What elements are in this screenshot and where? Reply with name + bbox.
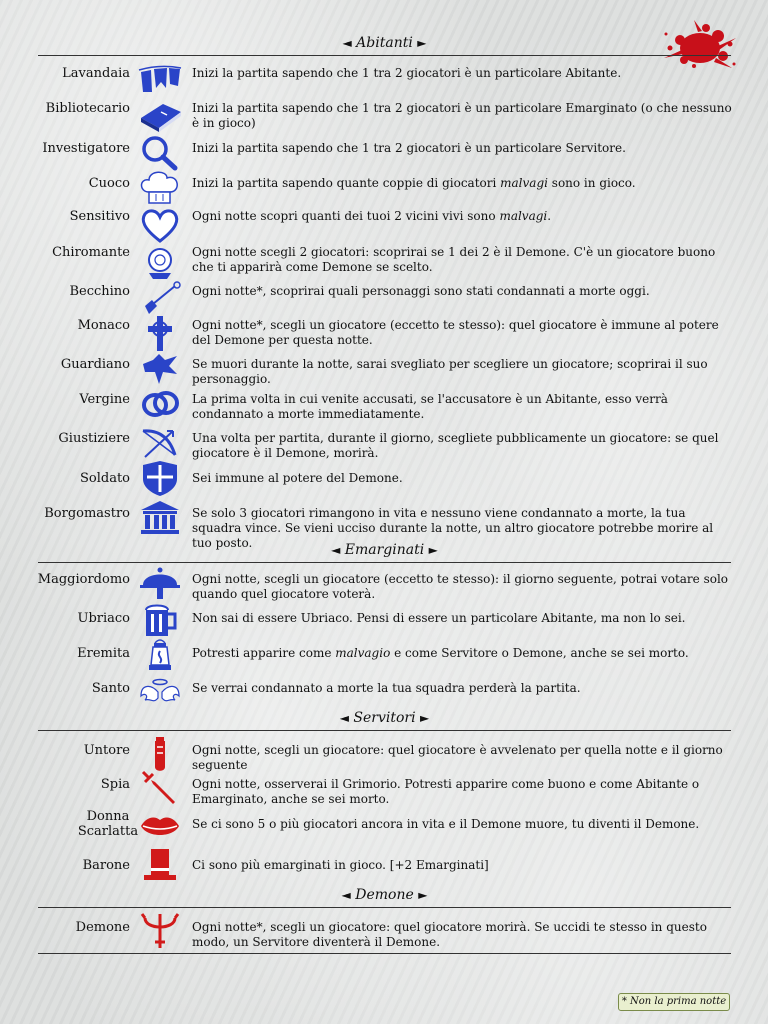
footnote-badge: * Non la prima notte (618, 993, 730, 1011)
role-description: Inizi la partita sapendo che 1 tra 2 giocatori è un particolare Servitore. (192, 141, 626, 155)
section-header (38, 541, 731, 563)
section-rule (38, 730, 731, 731)
heart-icon (137, 206, 183, 244)
trident-icon (137, 912, 183, 950)
role-name: Guardiano (60, 357, 130, 372)
role-description: Se muori durante la notte, sarai svegliato per scegliere un giocatore; scoprirai il suo personaggio. (192, 357, 708, 386)
arrow-left-icon: ◄ (342, 36, 352, 50)
role-name: Spia (100, 777, 130, 792)
rings-icon (137, 385, 183, 423)
role-description: Ogni notte scegli 2 giocatori: scoprirai se 1 dei 2 è il Demone. C'è un giocatore buono che ti apparirà come Demone se scelto. (192, 245, 716, 274)
role-name: Sensitivo (69, 209, 130, 224)
section-header (38, 709, 731, 731)
role-description: Se ci sono 5 o più giocatori ancora in vita e il Demone muore, tu diventi il Demone. (192, 817, 700, 831)
magnifier-icon (137, 133, 183, 171)
role-name: Ubriaco (77, 611, 130, 626)
section-title (38, 709, 731, 727)
role-name: Lavandaia (62, 66, 130, 81)
section-title (38, 34, 731, 52)
chef-hat-icon (137, 168, 183, 206)
role-description: Ogni notte, scegli un giocatore: quel giocatore è avvelenato per quella notte e il giorno seguente (192, 743, 723, 772)
role-description: Ogni notte*, scegli un giocatore: quel giocatore morirà. Se uccidi te stesso in questo modo, un Servitore diventerà il Demone. (192, 920, 707, 949)
section-title-text: Demone (355, 887, 414, 903)
role-name: Eremita (77, 646, 130, 661)
crossbow-icon (137, 423, 183, 461)
lips-icon (137, 808, 183, 846)
role-description: Inizi la partita sapendo che 1 tra 2 giocatori è un particolare Emarginato (o che nessuno è in gioco) (192, 101, 732, 130)
role-description: Ogni notte, scegli un giocatore (eccetto te stesso): il giorno seguente, potrai votare solo quando quel giocatore voterà. (192, 572, 729, 601)
arrow-right-icon: ► (420, 711, 430, 725)
lantern-icon (137, 637, 183, 675)
poison-vial-icon (137, 735, 183, 773)
beer-mug-icon (137, 600, 183, 638)
role-name: Donna Scarlatta (77, 809, 139, 839)
raven-icon (137, 350, 183, 388)
role-name: Investigatore (42, 141, 130, 156)
celtic-cross-icon (137, 314, 183, 352)
role-name: Demone (75, 920, 130, 935)
section-title (38, 541, 731, 559)
role-name: Maggiordomo (37, 572, 130, 587)
role-name: Cuoco (88, 176, 130, 191)
section-title (38, 886, 731, 904)
section-title-text: Abitanti (356, 35, 413, 51)
section-header (38, 886, 731, 908)
role-name: Santo (91, 681, 130, 696)
shield-icon (137, 459, 183, 497)
role-description: Inizi la partita sapendo quante coppie di giocatori malvagi sono in gioco. (192, 176, 636, 190)
role-name: Monaco (77, 318, 130, 333)
role-description: Sei immune al potere del Demone. (192, 471, 403, 485)
role-description: Ogni notte scopri quanti dei tuoi 2 vicini vivi sono malvagi. (192, 209, 552, 223)
role-name: Borgomastro (44, 506, 130, 521)
role-name: Vergine (79, 392, 130, 407)
book-icon (137, 96, 183, 134)
arrow-right-icon: ► (418, 888, 428, 902)
role-name: Chiromante (52, 245, 130, 260)
role-description: Ogni notte*, scoprirai quali personaggi sono stati condannati a morte oggi. (192, 284, 650, 298)
town-hall-icon (137, 498, 183, 536)
role-description: Potresti apparire come malvagio e come Servitore o Demone, anche se sei morto. (192, 646, 689, 660)
section-rule (38, 55, 731, 56)
role-name: Becchino (69, 284, 130, 299)
section-title-text: Servitori (353, 710, 416, 726)
laundry-icon (137, 58, 183, 96)
role-description: La prima volta in cui venite accusati, se l'accusatore è un Abitante, esso verrà condannato a morte immediatamente. (192, 392, 668, 421)
bottom-rule (38, 953, 731, 954)
arrow-left-icon: ◄ (331, 543, 341, 557)
section-rule (38, 907, 731, 908)
arrow-right-icon: ► (428, 543, 438, 557)
halo-wings-icon (137, 674, 183, 712)
role-description: Una volta per partita, durante il giorno, scegliete pubblicamente un giocatore: se quel giocatore è il Demone, morirà. (192, 431, 719, 460)
role-description: Ci sono più emarginati in gioco. [+2 Emarginati] (192, 858, 489, 872)
cloche-icon (137, 563, 183, 601)
dagger-icon (137, 770, 183, 808)
role-name: Giustiziere (58, 431, 130, 446)
arrow-left-icon: ◄ (339, 711, 349, 725)
role-name: Barone (82, 858, 130, 873)
role-name: Bibliotecario (45, 101, 130, 116)
arrow-left-icon: ◄ (341, 888, 351, 902)
crystal-ball-icon (137, 243, 183, 281)
role-name: Soldato (79, 471, 130, 486)
role-name: Untore (83, 743, 130, 758)
arrow-right-icon: ► (417, 36, 427, 50)
top-hat-icon (137, 846, 183, 884)
role-description: Inizi la partita sapendo che 1 tra 2 giocatori è un particolare Abitante. (192, 66, 622, 80)
role-description: Ogni notte, osserverai il Grimorio. Potresti apparire come buono e come Abitante o Emarginato, anche se sei morto. (192, 777, 700, 806)
role-description: Se solo 3 giocatori rimangono in vita e nessuno viene condannato a morte, la tua squadra vince. Se vieni ucciso durante la notte, un altro giocatore potrebbe morire al tuo posto. (192, 506, 714, 550)
section-title-text: Emarginati (344, 542, 425, 558)
section-header (38, 34, 731, 56)
role-description: Non sai di essere Ubriaco. Pensi di essere un particolare Abitante, ma non lo sei. (192, 611, 686, 625)
shovel-icon (137, 280, 183, 318)
role-description: Se verrai condannato a morte la tua squadra perderà la partita. (192, 681, 581, 695)
role-description: Ogni notte*, scegli un giocatore (eccetto te stesso): quel giocatore è immune al potere del Demone per questa notte. (192, 318, 719, 347)
